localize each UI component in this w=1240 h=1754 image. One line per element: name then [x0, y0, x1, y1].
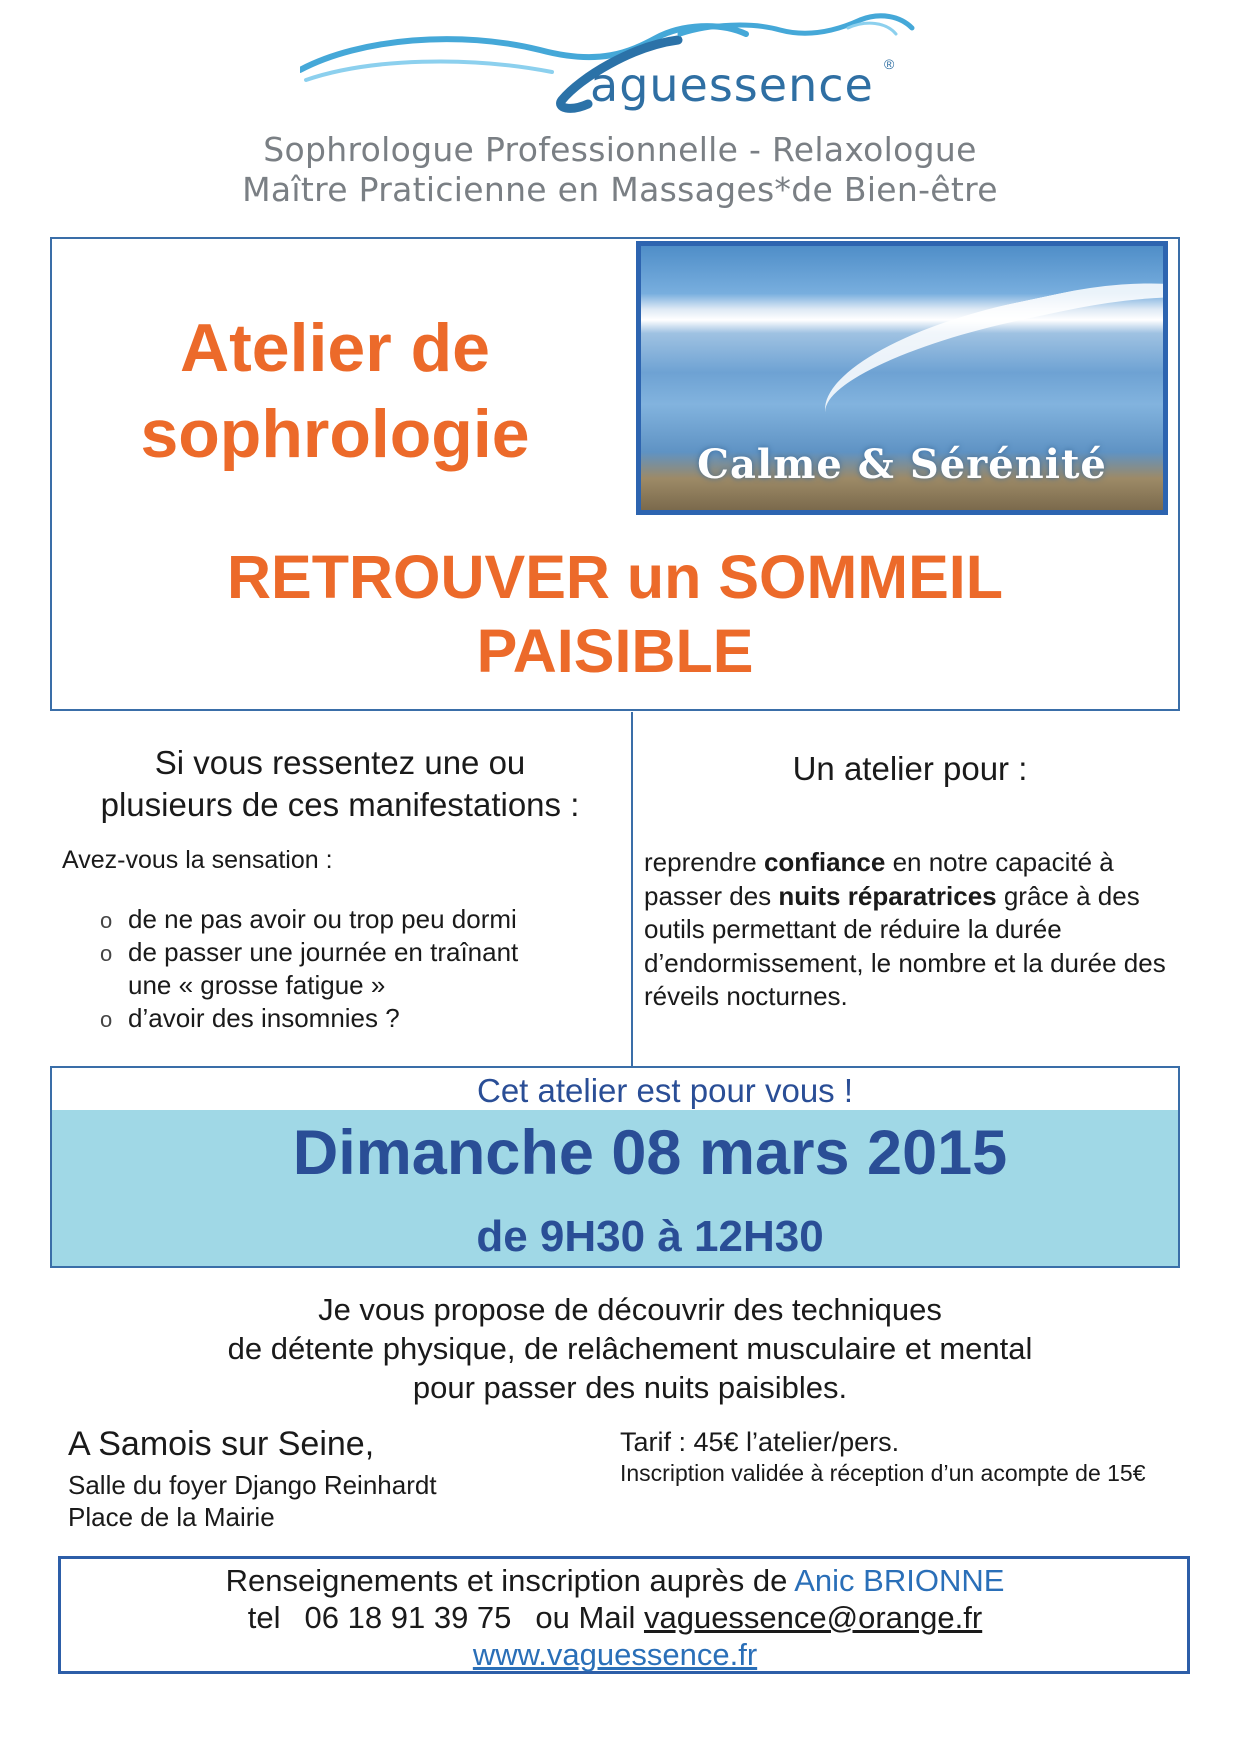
benefits-text-1: reprendre [644, 847, 764, 877]
deposit-note: Inscription validée à réception d’un acompte de 15€ [620, 1460, 1146, 1486]
phone-number: 06 18 91 39 75 [304, 1600, 512, 1635]
workshop-benefits [644, 846, 1184, 1014]
photo-caption: Calme & Sérénité [697, 441, 1107, 488]
website-link[interactable]: www.vaguessence.fr [472, 1637, 758, 1672]
symptom-text: d’avoir des insomnies ? [128, 1003, 400, 1033]
symptom-item [100, 936, 568, 1002]
right-intro: Un atelier pour : [792, 750, 1028, 787]
beach-wave-photo [636, 241, 1168, 515]
workshop-subtitle-line-1: RETROUVER un SOMMEIL [226, 543, 1004, 611]
left-intro-line-2: plusieurs de ces manifestations : [100, 786, 580, 823]
symptom-item [100, 903, 568, 937]
description-line-1: Je vous propose de découvrir des techniques [318, 1292, 942, 1327]
location-place: Place de la Mairie [68, 1502, 275, 1532]
workshop-subtitle-line-2: PAISIBLE [476, 617, 754, 685]
benefits-bold-confidence: confiance [763, 847, 886, 877]
email-link[interactable]: vaguessence@orange.fr [643, 1600, 983, 1635]
bullet-marker: o [100, 1007, 113, 1032]
left-intro-line-1: Si vous ressentez une ou [154, 744, 526, 781]
benefits-bold-nights: nuits réparatrices [778, 880, 997, 911]
workshop-title-line-2: sophrologie [140, 396, 530, 472]
tel-label: tel [247, 1600, 281, 1635]
event-date: Dimanche 08 mars 2015 [292, 1118, 1008, 1188]
left-question: Avez-vous la sensation : [62, 846, 333, 874]
workshop-title-line-1: Atelier de [180, 310, 490, 386]
registered-mark: ® [884, 56, 895, 72]
contact-details [0, 1600, 1230, 1636]
location-hall: Salle du foyer Django Reinhardt [68, 1470, 437, 1500]
website-row [0, 1637, 1230, 1673]
description-line-3: pour passer des nuits paisibles. [412, 1370, 848, 1405]
bullet-marker: o [100, 908, 113, 933]
location-address [68, 1469, 437, 1533]
column-divider [631, 712, 633, 1066]
description [0, 1290, 1240, 1407]
contact-prefix: Renseignements et inscription auprès de [225, 1563, 795, 1598]
description-line-2: de détente physique, de relâchement musculaire et mental [227, 1331, 1033, 1366]
left-intro [60, 742, 620, 826]
event-time: de 9H30 à 12H30 [476, 1212, 824, 1261]
workshop-subtitle [60, 540, 1170, 688]
mail-label: ou Mail [535, 1600, 636, 1635]
event-lead: Cet atelier est pour vous ! [476, 1072, 854, 1109]
brand-name: aguessence [590, 58, 874, 112]
symptom-text: de passer une journée en traînant une « grosse fatigue » [128, 937, 519, 1000]
tagline-2: Maître Praticienne en Massages*de Bien-être [242, 170, 998, 209]
price: Tarif : 45€ l’atelier/pers. [620, 1427, 900, 1457]
symptom-text: de ne pas avoir ou trop peu dormi [128, 904, 517, 934]
symptom-item [100, 1002, 568, 1036]
tagline-1: Sophrologue Professionnelle - Relaxologue [263, 130, 977, 169]
location-city: A Samois sur Seine, [68, 1425, 375, 1463]
workshop-title [100, 305, 570, 477]
benefits-text-3: grâce à des outils permettant de réduire la durée d’endormissement, le nombre et la durée des réveils nocturnes. [644, 880, 1166, 1011]
contact-name: Anic BRIONNE [794, 1563, 1005, 1598]
bullet-marker: o [100, 941, 113, 966]
benefits-text-2: en notre capacité à passer des [644, 847, 1114, 911]
contact-line [0, 1563, 1230, 1599]
